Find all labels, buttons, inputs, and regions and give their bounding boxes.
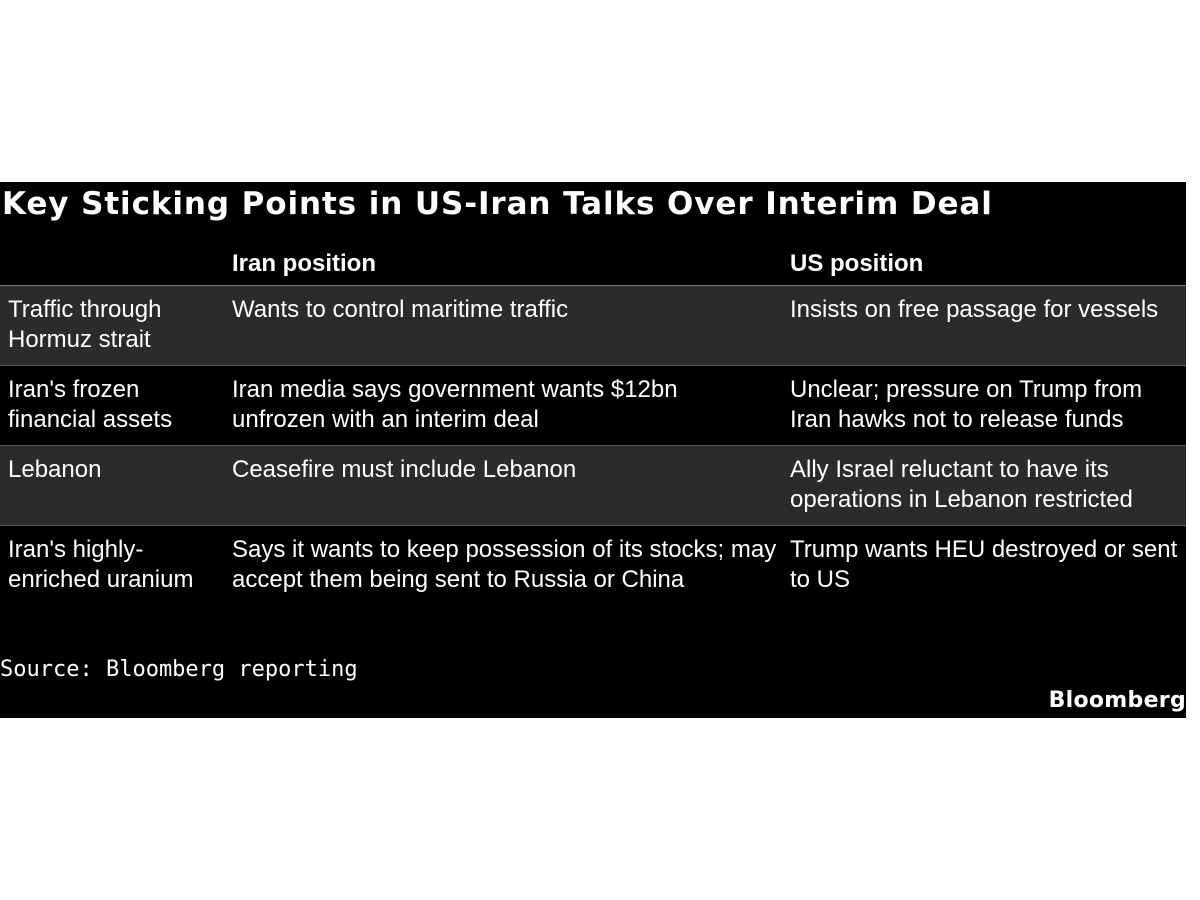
topic-cell: Iran's frozen financial assets [8,376,173,433]
us-position-cell: Insists on free passage for vessels [790,296,1159,323]
bloomberg-logo: Bloomberg [1048,688,1186,713]
table-row [0,446,1186,526]
iran-position-cell: Iran media says government wants $12bn unfrozen with an interim deal [232,376,678,433]
us-position-cell: Ally Israel reluctant to have its operations in Lebanon restricted [790,456,1133,513]
iran-position-cell: Wants to control maritime traffic [232,296,569,323]
iran-position-cell: Says it wants to keep possession of its stocks; may accept them being sent to Russia or China [232,536,777,593]
us-position-cell: Trump wants HEU destroyed or sent to US [790,536,1178,593]
topic-cell: Traffic through Hormuz strait [8,296,162,353]
chart-title: Key Sticking Points in US-Iran Talks Over Interim Deal [2,186,993,222]
iran-position-cell: Ceasefire must include Lebanon [232,456,577,483]
header-us-position: US position [790,250,924,277]
us-position-cell: Unclear; pressure on Trump from Iran hawks not to release funds [790,376,1143,433]
graphic-panel [0,182,1186,718]
header-iran-position: Iran position [232,250,376,277]
topic-cell: Iran's highly-enriched uranium [8,536,194,593]
topic-cell: Lebanon [8,456,102,483]
table-row [0,366,1186,446]
table-row [0,526,1186,634]
table-row [0,286,1186,366]
source-note: Source: Bloomberg reporting [0,657,358,682]
